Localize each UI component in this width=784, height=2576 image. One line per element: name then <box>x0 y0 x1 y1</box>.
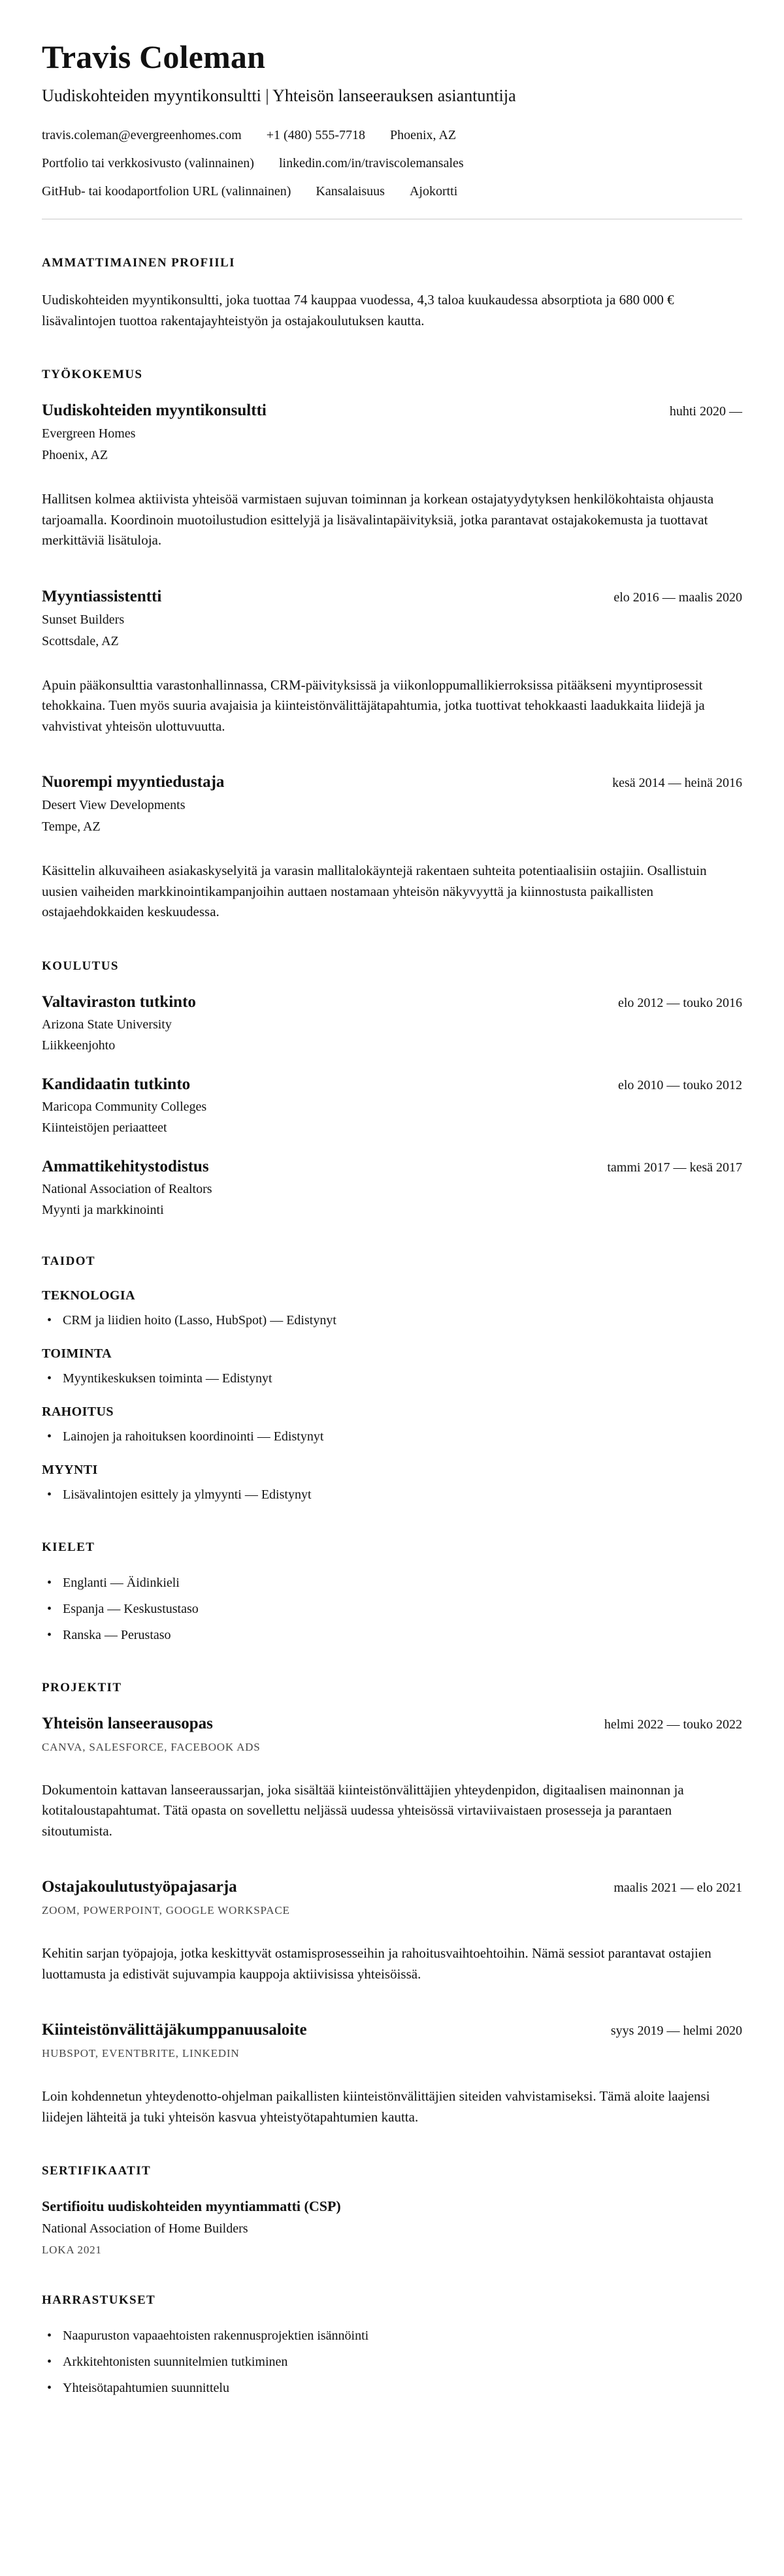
project-entry <box>42 1715 742 1842</box>
profile-heading: AMMATTIMAINEN PROFIILI <box>42 256 235 270</box>
education-entry-head <box>42 1075 742 1094</box>
skill-item: • Lisävalintojen esittely ja ylmyynti — Edistynyt <box>42 1486 742 1504</box>
section-profile <box>42 256 742 331</box>
contact-email: travis.coleman@evergreenhomes.com <box>42 128 242 142</box>
job-location: Phoenix, AZ <box>42 448 108 462</box>
hobby-item: • Yhteisötapahtumien suunnittelu <box>42 2379 742 2397</box>
job-entry-head <box>42 588 742 606</box>
job-company: Evergreen Homes <box>42 426 136 441</box>
job-entry <box>42 402 742 551</box>
job-location: Scottsdale, AZ <box>42 633 119 648</box>
degree-dates: elo 2012 — touko 2016 <box>618 995 742 1010</box>
certification-entry <box>42 2198 742 2257</box>
section-projects <box>42 1681 742 2128</box>
job-dates: elo 2016 — maalis 2020 <box>613 590 742 605</box>
project-dates: helmi 2022 — touko 2022 <box>604 1717 742 1732</box>
education-entry-head <box>42 1158 742 1176</box>
skill-group <box>42 1346 742 1388</box>
project-entry <box>42 1878 742 1984</box>
education-entry-head <box>42 993 742 1011</box>
skill-list <box>42 1486 742 1504</box>
job-company: Desert View Developments <box>42 798 186 812</box>
job-entry-head <box>42 773 742 791</box>
project-entry-head <box>42 2021 742 2039</box>
skills-heading: TAIDOT <box>42 1254 95 1268</box>
hobby-list <box>42 2327 742 2397</box>
section-hobbies <box>42 2293 742 2397</box>
contact-phone: +1 (480) 555-7718 <box>266 128 365 142</box>
job-entry <box>42 773 742 923</box>
certification-title: Sertifioitu uudiskohteiden myyntiammatti (CSP) <box>42 2198 341 2214</box>
section-languages <box>42 1540 742 1644</box>
education-heading: KOULUTUS <box>42 959 119 973</box>
education-entry <box>42 1158 742 1218</box>
skill-category: TOIMINTA <box>42 1346 112 1361</box>
skill-category: RAHOITUS <box>42 1404 114 1419</box>
contact-citizenship: Kansalaisuus <box>316 184 385 199</box>
job-description: Apuin pääkonsulttia varastonhallinnassa, CRM-päivityksissä ja viikonloppumallikierroksissa pitääkseni myyntiprosessit tehokkaina. Tuen myös suuria avajaisia ja kiinteistönvälittäjätapahtumia, jotka tuottivat tehokkaasti laadukkaita liidejä ja vahvistivat yhteisön ulottuvuutta. <box>42 676 705 734</box>
project-description: Loin kohdennetun yhteydenotto-ohjelman paikallisten kiinteistönvälittäjien siteiden vahvistamiseksi. Tämä aloite laajensi liidejen lähteitä ja tuki yhteisön kasvua yhteistyötapahtumien kautta. <box>42 2088 710 2125</box>
job-company: Sunset Builders <box>42 612 125 627</box>
section-education <box>42 959 742 1218</box>
job-location: Tempe, AZ <box>42 819 101 834</box>
education-entry <box>42 993 742 1053</box>
degree-title: Valtaviraston tutkinto <box>42 993 196 1011</box>
hobbies-heading: HARRASTUKSET <box>42 2293 156 2307</box>
job-entry <box>42 588 742 737</box>
skill-item: • Lainojen ja rahoituksen koordinointi — Edistynyt <box>42 1428 742 1446</box>
job-description: Hallitsen kolmea aktiivista yhteisöä varmistaen sujuvan toiminnan ja korkean ostajatyydytyksen henkilökohtaista ohjausta tarjoamalla. Koordinoin muotoilustudion esittelyjä ja lisävalintapäivityksiä, jotka parantavat ostajakokemusta ja tuottavat merkittäviä lisätuloja. <box>42 491 714 548</box>
degree-dates: tammi 2017 — kesä 2017 <box>607 1160 742 1175</box>
contact-row-2 <box>42 156 742 171</box>
skill-list <box>42 1370 742 1388</box>
job-title: Myyntiassistentti <box>42 587 162 605</box>
project-entry-head <box>42 1878 742 1896</box>
job-title: Nuorempi myyntiedustaja <box>42 773 225 791</box>
degree-field: Myynti ja markkinointi <box>42 1202 164 1217</box>
skill-category: TEKNOLOGIA <box>42 1288 135 1303</box>
degree-title: Ammattikehitystodistus <box>42 1157 209 1175</box>
skill-list <box>42 1312 742 1329</box>
profile-text: Uudiskohteiden myyntikonsultti, joka tuottaa 74 kauppaa vuodessa, 4,3 taloa kuukaudessa absorptiota ja 680 000 € lisävalintojen tuottoa rakentajayhteistyön ja ostajakoulutuksen kautta. <box>42 292 674 328</box>
job-title: Uudiskohteiden myyntikonsultti <box>42 402 267 419</box>
language-item: • Englanti — Äidinkieli <box>42 1574 742 1592</box>
degree-title: Kandidaatin tutkinto <box>42 1075 191 1093</box>
section-skills <box>42 1254 742 1504</box>
project-tools: HUBSPOT, EVENTBRITE, LINKEDIN <box>42 2047 240 2059</box>
section-experience <box>42 368 742 923</box>
contact-row-1 <box>42 128 742 143</box>
contact-github: GitHub- tai koodaportfolion URL (valinnainen) <box>42 184 291 199</box>
skill-category: MYYNTI <box>42 1462 98 1477</box>
language-item: • Ranska — Perustaso <box>42 1627 742 1644</box>
contact-drivers-license: Ajokortti <box>409 184 458 199</box>
section-certifications <box>42 2164 742 2257</box>
project-tools: ZOOM, POWERPOINT, GOOGLE WORKSPACE <box>42 1904 290 1916</box>
degree-school: Maricopa Community Colleges <box>42 1099 207 1114</box>
skill-group <box>42 1288 742 1329</box>
skill-item: • Myyntikeskuksen toiminta — Edistynyt <box>42 1370 742 1388</box>
project-dates: maalis 2021 — elo 2021 <box>613 1881 742 1895</box>
skill-list <box>42 1428 742 1446</box>
skill-group <box>42 1463 742 1504</box>
certification-date: LOKA 2021 <box>42 2244 102 2256</box>
degree-school: Arizona State University <box>42 1017 172 1032</box>
hobby-item: • Arkkitehtonisten suunnitelmien tutkiminen <box>42 2353 742 2371</box>
contact-linkedin: linkedin.com/in/traviscolemansales <box>278 156 464 170</box>
contact-location: Phoenix, AZ <box>389 128 457 142</box>
job-dates: kesä 2014 — heinä 2016 <box>612 776 742 790</box>
candidate-title: Uudiskohteiden myyntikonsultti | Yhteisön lanseerauksen asiantuntija <box>42 86 516 105</box>
project-description: Kehitin sarjan työpajoja, jotka keskittyvät ostamisprosesseihin ja rahoitusvaihtoehtoihin. Nämä sessiot parantavat ostajien luottamusta ja edistivät sujuvampia kauppoja aktiivisissa yhteisöissä. <box>42 1945 711 1982</box>
project-dates: syys 2019 — helmi 2020 <box>610 2024 742 2038</box>
degree-school: National Association of Realtors <box>42 1181 212 1196</box>
job-dates: huhti 2020 — <box>669 404 742 419</box>
project-entry-head <box>42 1715 742 1733</box>
project-title: Kiinteistönvälittäjäkumppanuusaloite <box>42 2021 307 2039</box>
job-entry-head <box>42 402 742 420</box>
projects-heading: PROJEKTIT <box>42 1680 122 1694</box>
degree-field: Kiinteistöjen periaatteet <box>42 1120 167 1135</box>
language-item: • Espanja — Keskustustaso <box>42 1600 742 1618</box>
experience-heading: TYÖKOKEMUS <box>42 368 143 381</box>
degree-field: Liikkeenjohto <box>42 1038 116 1053</box>
contact-portfolio: Portfolio tai verkkosivusto (valinnainen) <box>42 156 254 170</box>
certifications-heading: SERTIFIKAATIT <box>42 2164 152 2178</box>
skill-group <box>42 1405 742 1446</box>
education-entry <box>42 1075 742 1136</box>
degree-dates: elo 2010 — touko 2012 <box>618 1077 742 1092</box>
candidate-name: Travis Coleman <box>42 39 266 75</box>
resume-header <box>42 38 742 219</box>
job-description: Käsittelin alkuvaiheen asiakaskyselyitä ja varasin mallitalokäyntejä rakentaen suhteita potentiaalisiin ostajiin. Osallistuin uusien vaiheiden markkinointikampanjoihin auttaen nostamaan yhteisön näkyvyyttä ja kiinnostusta paikallisten ostajaehdokkaiden keskuudessa. <box>42 863 707 919</box>
project-tools: CANVA, SALESFORCE, FACEBOOK ADS <box>42 1740 261 1753</box>
hobby-item: • Naapuruston vapaaehtoisten rakennusprojektien isännöinti <box>42 2327 742 2345</box>
languages-heading: KIELET <box>42 1540 95 1554</box>
project-description: Dokumentoin kattavan lanseeraussarjan, joka sisältää kiinteistönvälittäjien yhteydenpidon, digitaalisen mainonnan ja kotitaloustapahtumat. Tätä opasta on sovellettu neljässä uudessa yhteisössä virtaviivaistaen prosesseja ja parantaen sitoutumista. <box>42 1781 684 1839</box>
language-list <box>42 1574 742 1644</box>
project-title: Yhteisön lanseerausopas <box>42 1714 213 1732</box>
project-title: Ostajakoulutustyöpajasarja <box>42 1878 237 1896</box>
contact-row-3 <box>42 184 742 199</box>
certification-issuer: National Association of Home Builders <box>42 2221 248 2236</box>
skill-item: • CRM ja liidien hoito (Lasso, HubSpot) — Edistynyt <box>42 1312 742 1329</box>
project-entry <box>42 2021 742 2127</box>
